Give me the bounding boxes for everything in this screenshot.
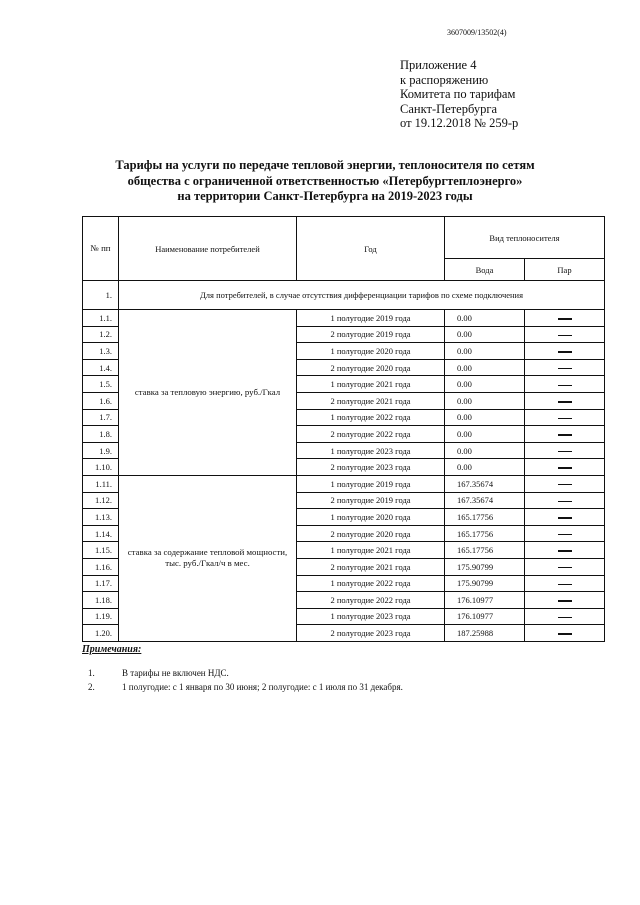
period-cell: 2 полугодие 2023 года [297, 625, 445, 642]
row-num: 1.9. [83, 442, 119, 459]
header-num: № пп [83, 217, 119, 281]
steam-value-cell [525, 625, 605, 642]
dash-mark [558, 584, 572, 585]
water-value-cell: 0.00 [445, 392, 525, 409]
steam-value-cell [525, 392, 605, 409]
dash-mark [558, 550, 572, 551]
steam-value-cell [525, 442, 605, 459]
consumer-cell: ставка за тепловую энергию, руб./Гкал [119, 310, 297, 476]
steam-value-cell [525, 475, 605, 492]
period-cell: 2 полугодие 2021 года [297, 558, 445, 575]
dash-mark [558, 335, 572, 336]
row-num: 1.8. [83, 426, 119, 443]
dash-mark [558, 501, 572, 502]
notes-title: Примечания: [82, 644, 142, 655]
row-num: 1.19. [83, 608, 119, 625]
row-num: 1.15. [83, 542, 119, 559]
period-cell: 2 полугодие 2023 года [297, 459, 445, 476]
row-num: 1.16. [83, 558, 119, 575]
steam-value-cell [525, 575, 605, 592]
dash-mark [558, 633, 572, 634]
section-num: 1. [83, 281, 119, 310]
water-value-cell: 167.35674 [445, 475, 525, 492]
dash-mark [558, 467, 572, 468]
period-cell: 2 полугодие 2022 года [297, 426, 445, 443]
row-num: 1.4. [83, 359, 119, 376]
header-year: Год [297, 217, 445, 281]
steam-value-cell [525, 343, 605, 360]
steam-value-cell [525, 592, 605, 609]
dash-mark [558, 418, 572, 419]
row-num: 1.7. [83, 409, 119, 426]
dash-mark [558, 534, 572, 535]
water-value-cell: 0.00 [445, 343, 525, 360]
period-cell: 1 полугодие 2020 года [297, 343, 445, 360]
water-value-cell: 165.17756 [445, 509, 525, 526]
water-value-cell: 187.25988 [445, 625, 525, 642]
dash-mark [558, 567, 572, 568]
note-num: 1. [88, 668, 95, 678]
water-value-cell: 176.10977 [445, 608, 525, 625]
period-cell: 2 полугодие 2019 года [297, 326, 445, 343]
period-cell: 2 полугодие 2020 года [297, 525, 445, 542]
title-line: общества с ограниченной ответственностью «Петербургтеплоэнерго» [127, 173, 523, 188]
row-num: 1.12. [83, 492, 119, 509]
dash-mark [558, 385, 572, 386]
dash-mark [558, 484, 572, 485]
period-cell: 1 полугодие 2019 года [297, 310, 445, 327]
row-num: 1.14. [83, 525, 119, 542]
note-text: В тарифы не включен НДС. [122, 668, 229, 678]
water-value-cell: 167.35674 [445, 492, 525, 509]
period-cell: 1 полугодие 2023 года [297, 608, 445, 625]
row-num: 1.11. [83, 475, 119, 492]
steam-value-cell [525, 542, 605, 559]
section-text: Для потребителей, в случае отсутствия дифференциации тарифов по схеме подключения [119, 281, 605, 310]
dash-mark [558, 517, 572, 518]
note-text: 1 полугодие: с 1 января по 30 июня; 2 полугодие: с 1 июля по 31 декабря. [122, 682, 403, 692]
notes-list [88, 666, 403, 694]
period-cell: 2 полугодие 2020 года [297, 359, 445, 376]
note-num: 2. [88, 682, 95, 692]
row-num: 1.13. [83, 509, 119, 526]
period-cell: 1 полугодие 2019 года [297, 475, 445, 492]
note-item [88, 666, 403, 680]
header-consumer: Наименование потребителей [119, 217, 297, 281]
water-value-cell: 0.00 [445, 376, 525, 393]
dash-mark [558, 351, 572, 352]
water-value-cell: 0.00 [445, 310, 525, 327]
row-num: 1.5. [83, 376, 119, 393]
steam-value-cell [525, 558, 605, 575]
document-id: 3607009/13502(4) [447, 28, 507, 37]
appendix-line: Приложение 4 [400, 58, 477, 72]
row-num: 1.10. [83, 459, 119, 476]
appendix-line: Санкт-Петербурга [400, 101, 498, 116]
period-cell: 1 полугодие 2022 года [297, 409, 445, 426]
period-cell: 2 полугодие 2019 года [297, 492, 445, 509]
dash-mark [558, 600, 572, 601]
table-row [83, 310, 605, 327]
water-value-cell: 0.00 [445, 459, 525, 476]
water-value-cell: 176.10977 [445, 592, 525, 609]
row-num: 1.6. [83, 392, 119, 409]
water-value-cell: 175.90799 [445, 558, 525, 575]
steam-value-cell [525, 492, 605, 509]
period-cell: 1 полугодие 2021 года [297, 376, 445, 393]
appendix-line: от 19.12.2018 № 259-р [400, 116, 519, 130]
steam-value-cell [525, 409, 605, 426]
header-steam: Пар [525, 259, 605, 281]
period-cell: 2 полугодие 2021 года [297, 392, 445, 409]
appendix-block [400, 58, 518, 131]
water-value-cell: 0.00 [445, 426, 525, 443]
steam-value-cell [525, 376, 605, 393]
row-num: 1.2. [83, 326, 119, 343]
steam-value-cell [525, 525, 605, 542]
water-value-cell: 0.00 [445, 359, 525, 376]
water-value-cell: 0.00 [445, 442, 525, 459]
consumer-cell: ставка за содержание тепловой мощности, тыс. руб./Гкал/ч в мес. [119, 475, 297, 641]
tariff-table [82, 216, 605, 642]
document-title [80, 158, 570, 205]
table-row [83, 475, 605, 492]
period-cell: 1 полугодие 2021 года [297, 542, 445, 559]
steam-value-cell [525, 326, 605, 343]
appendix-line: к распоряжению [400, 72, 489, 87]
row-num: 1.1. [83, 310, 119, 327]
period-cell: 2 полугодие 2022 года [297, 592, 445, 609]
steam-value-cell [525, 509, 605, 526]
water-value-cell: 0.00 [445, 409, 525, 426]
dash-mark [558, 451, 572, 452]
steam-value-cell [525, 426, 605, 443]
period-cell: 1 полугодие 2022 года [297, 575, 445, 592]
dash-mark [558, 318, 572, 319]
row-num: 1.18. [83, 592, 119, 609]
period-cell: 1 полугодие 2020 года [297, 509, 445, 526]
steam-value-cell [525, 608, 605, 625]
water-value-cell: 0.00 [445, 326, 525, 343]
row-num: 1.20. [83, 625, 119, 642]
steam-value-cell [525, 459, 605, 476]
dash-mark [558, 368, 572, 369]
water-value-cell: 175.90799 [445, 575, 525, 592]
section-row [83, 281, 605, 310]
steam-value-cell [525, 310, 605, 327]
steam-value-cell [525, 359, 605, 376]
dash-mark [558, 401, 572, 402]
note-item [88, 680, 403, 694]
header-water: Вода [445, 259, 525, 281]
dash-mark [558, 617, 572, 618]
period-cell: 1 полугодие 2023 года [297, 442, 445, 459]
title-line: на территории Санкт-Петербурга на 2019-2023 годы [177, 189, 473, 203]
water-value-cell: 165.17756 [445, 542, 525, 559]
row-num: 1.3. [83, 343, 119, 360]
row-num: 1.17. [83, 575, 119, 592]
water-value-cell: 165.17756 [445, 525, 525, 542]
dash-mark [558, 434, 572, 435]
title-line: Тарифы на услуги по передаче тепловой энергии, теплоносителя по сетям [115, 158, 535, 172]
header-carrier-type: Вид теплоносителя [445, 217, 605, 259]
appendix-line: Комитета по тарифам [400, 87, 516, 101]
